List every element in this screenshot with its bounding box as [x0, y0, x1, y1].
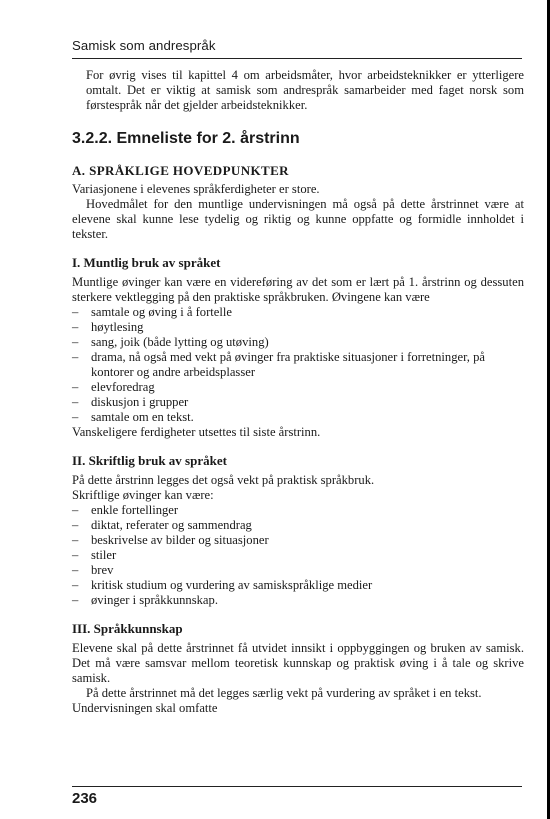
part-a-heading: A. SPRÅKLIGE HOVEDPUNKTER: [72, 163, 289, 178]
list-item: – enkle fortellinger: [72, 503, 524, 518]
list-item: – samtale og øving i å fortelle: [72, 305, 524, 320]
list-item: – øvinger i språkkunnskap.: [72, 593, 524, 608]
list-item: – høytlesing: [72, 320, 524, 335]
part-3-paragraph-2: På dette årstrinnet må det legges særlig vekt på vurdering av språket i en tekst.: [86, 686, 482, 700]
list-item: – diktat, referater og sammendrag: [72, 518, 524, 533]
list-item: – kritisk studium og vurdering av samiskspråklige medier: [72, 578, 524, 593]
section-title: 3.2.2. Emneliste for 2. årstrinn: [72, 130, 300, 147]
part-1-intro: Muntlige øvinger kan være en videreføring av det som er lært på 1. årstrinn og dessuten sterkere vektlegging på den praktiske språkbruken. Øvingene kan være: [72, 275, 524, 304]
footer-rule: [72, 786, 522, 787]
list-item: – stiler: [72, 548, 524, 563]
part-1-heading: I. Muntlig bruk av språket: [72, 255, 221, 270]
list-item: – diskusjon i grupper: [72, 395, 524, 410]
written-exercise-list: [72, 503, 524, 608]
part-2-lead: Skriftlige øvinger kan være:: [72, 488, 214, 502]
list-item: – drama, nå også med vekt på øvinger fra praktiske situasjoner i forretninger, på kontorer og andre arbeidsplasser: [72, 350, 524, 380]
list-item: – sang, joik (både lytting og utøving): [72, 335, 524, 350]
oral-exercise-list: [72, 305, 524, 425]
list-item: – beskrivelse av bilder og situasjoner: [72, 533, 524, 548]
page-content: [72, 68, 524, 716]
part-2-intro: På dette årstrinn legges det også vekt på praktisk språkbruk.: [72, 473, 375, 487]
part-3-paragraph-1: Elevene skal på dette årstrinnet få utvidet innsikt i oppbyggingen og bruken av samisk. Det må være samsvar mellom teoretisk kunnskap og praktisk øving i å tale og skrive samisk.: [72, 641, 524, 685]
intro-paragraph: For øvrig vises til kapittel 4 om arbeidsmåter, hvor arbeidsteknikker er ytterligere omtalt. Det er viktig at samisk som andrespråk samarbeider med faget norsk som førstespråk når det gjelder arbeidsteknikker.: [86, 68, 524, 112]
header-rule: [72, 58, 522, 59]
list-item: – elevforedrag: [72, 380, 524, 395]
list-item: – brev: [72, 563, 524, 578]
part-a-paragraph-2: Hovedmålet for den muntlige undervisningen må også på dette årstrinnet være at elevene skal kunne lese tydelig og riktig og kunne oppfatte og formidle innholdet i tekster.: [72, 197, 524, 241]
part-1-closing: Vanskeligere ferdigheter utsettes til siste årstrinn.: [72, 425, 321, 439]
list-item: – samtale om en tekst.: [72, 410, 524, 425]
part-2-heading: II. Skriftlig bruk av språket: [72, 453, 227, 468]
running-header: Samisk som andrespråk: [72, 38, 216, 53]
page-number: 236: [72, 790, 98, 807]
part-3-paragraph-3: Undervisningen skal omfatte: [72, 701, 218, 715]
part-a-paragraph-1: Variasjonene i elevenes språkferdigheter er store.: [72, 182, 320, 196]
part-3-heading: III. Språkkunnskap: [72, 621, 183, 636]
